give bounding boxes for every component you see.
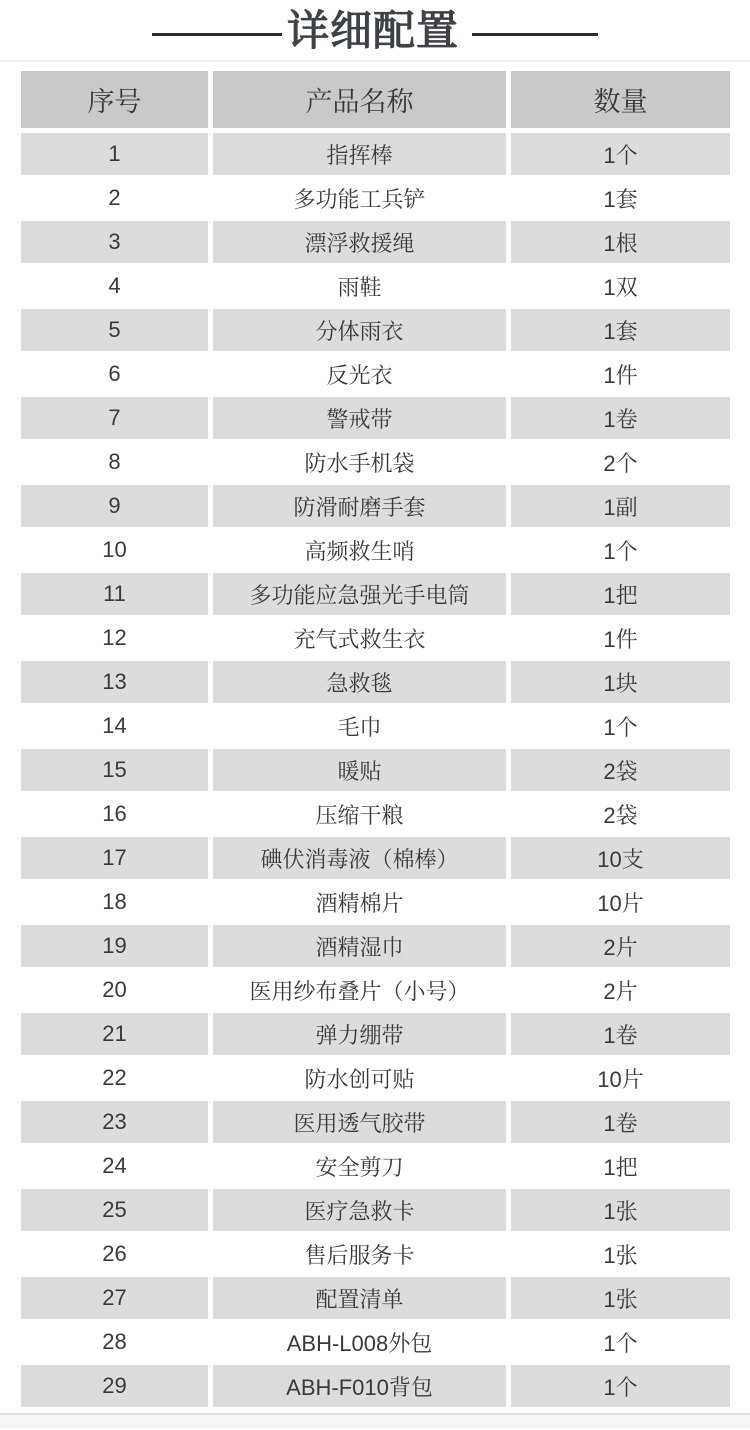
- table-row: [21, 309, 730, 351]
- table-header-row: [21, 71, 730, 128]
- cell-product-name: 急救毯: [213, 661, 506, 703]
- cell-index: 7: [21, 397, 208, 439]
- cell-quantity: 1套: [511, 177, 730, 219]
- cell-quantity: 1卷: [511, 1013, 730, 1055]
- cell-quantity: 1副: [511, 485, 730, 527]
- cell-product-name: 酒精棉片: [213, 881, 506, 923]
- cell-index: 19: [21, 925, 208, 967]
- table-row: [21, 221, 730, 263]
- cell-index: 22: [21, 1057, 208, 1099]
- table-row: [21, 1145, 730, 1187]
- cell-index: 2: [21, 177, 208, 219]
- cell-index: 23: [21, 1101, 208, 1143]
- page-title: 详细配置: [286, 7, 459, 54]
- table-row: [21, 353, 730, 395]
- cell-product-name: 充气式救生衣: [213, 617, 506, 659]
- footer-band: [0, 1413, 750, 1428]
- cell-index: 15: [21, 749, 208, 791]
- cell-index: 13: [21, 661, 208, 703]
- cell-quantity: 1把: [511, 573, 730, 615]
- cell-quantity: 1块: [511, 661, 730, 703]
- table-row: [21, 397, 730, 439]
- cell-index: 17: [21, 837, 208, 879]
- cell-index: 6: [21, 353, 208, 395]
- cell-quantity: 1套: [511, 309, 730, 351]
- cell-quantity: 1件: [511, 353, 730, 395]
- table-row: [21, 1013, 730, 1055]
- cell-product-name: 医疗急救卡: [213, 1189, 506, 1231]
- cell-product-name: 防滑耐磨手套: [213, 485, 506, 527]
- table-row: [21, 573, 730, 615]
- cell-product-name: ABH-L008外包: [213, 1321, 506, 1363]
- table-row: [21, 661, 730, 703]
- cell-product-name: 多功能应急强光手电筒: [213, 573, 506, 615]
- cell-quantity: 2袋: [511, 749, 730, 791]
- cell-quantity: 1个: [511, 1365, 730, 1407]
- table-row: [21, 485, 730, 527]
- cell-index: 8: [21, 441, 208, 483]
- cell-product-name: 售后服务卡: [213, 1233, 506, 1275]
- cell-index: 24: [21, 1145, 208, 1187]
- cell-index: 3: [21, 221, 208, 263]
- table-row: [21, 749, 730, 791]
- table-row: [21, 881, 730, 923]
- cell-quantity: 2片: [511, 925, 730, 967]
- cell-quantity: 2个: [511, 441, 730, 483]
- cell-quantity: 1卷: [511, 1101, 730, 1143]
- table-row: [21, 1233, 730, 1275]
- cell-product-name: 分体雨衣: [213, 309, 506, 351]
- table-row: [21, 1189, 730, 1231]
- title-rule-left-icon: [152, 33, 282, 36]
- table-row: [21, 529, 730, 571]
- cell-product-name: 雨鞋: [213, 265, 506, 307]
- cell-quantity: 10片: [511, 1057, 730, 1099]
- table-row: [21, 1365, 730, 1407]
- cell-index: 14: [21, 705, 208, 747]
- cell-quantity: 1张: [511, 1233, 730, 1275]
- header-cell-product: 产品名称: [213, 71, 506, 128]
- cell-quantity: 10支: [511, 837, 730, 879]
- cell-product-name: 警戒带: [213, 397, 506, 439]
- cell-product-name: 毛巾: [213, 705, 506, 747]
- table-row: [21, 617, 730, 659]
- cell-product-name: 反光衣: [213, 353, 506, 395]
- cell-quantity: 1张: [511, 1189, 730, 1231]
- cell-index: 12: [21, 617, 208, 659]
- cell-product-name: 指挥棒: [213, 133, 506, 175]
- cell-product-name: 医用透气胶带: [213, 1101, 506, 1143]
- table-row: [21, 925, 730, 967]
- table-row: [21, 705, 730, 747]
- cell-index: 18: [21, 881, 208, 923]
- cell-product-name: 医用纱布叠片（小号）: [213, 969, 506, 1011]
- cell-product-name: 暖贴: [213, 749, 506, 791]
- table-row: [21, 1057, 730, 1099]
- table-row: [21, 837, 730, 879]
- cell-product-name: 高频救生哨: [213, 529, 506, 571]
- table-row: [21, 265, 730, 307]
- cell-product-name: 漂浮救援绳: [213, 221, 506, 263]
- header-cell-quantity: 数量: [511, 71, 730, 128]
- cell-product-name: 配置清单: [213, 1277, 506, 1319]
- cell-product-name: 碘伏消毒液（棉棒）: [213, 837, 506, 879]
- cell-quantity: 1张: [511, 1277, 730, 1319]
- cell-product-name: 安全剪刀: [213, 1145, 506, 1187]
- cell-index: 5: [21, 309, 208, 351]
- cell-index: 16: [21, 793, 208, 835]
- table-body: [21, 133, 730, 1407]
- cell-index: 29: [21, 1365, 208, 1407]
- cell-product-name: 多功能工兵铲: [213, 177, 506, 219]
- cell-index: 10: [21, 529, 208, 571]
- cell-quantity: 1个: [511, 1321, 730, 1363]
- table-row: [21, 1101, 730, 1143]
- cell-quantity: 1个: [511, 133, 730, 175]
- cell-quantity: 1把: [511, 1145, 730, 1187]
- cell-index: 26: [21, 1233, 208, 1275]
- cell-product-name: 防水创可贴: [213, 1057, 506, 1099]
- cell-index: 28: [21, 1321, 208, 1363]
- cell-index: 4: [21, 265, 208, 307]
- cell-product-name: 弹力绷带: [213, 1013, 506, 1055]
- cell-index: 11: [21, 573, 208, 615]
- cell-product-name: 酒精湿巾: [213, 925, 506, 967]
- table-row: [21, 793, 730, 835]
- table-row: [21, 1321, 730, 1363]
- title-section: [0, 0, 750, 62]
- cell-quantity: 1根: [511, 221, 730, 263]
- cell-index: 1: [21, 133, 208, 175]
- title-rule-right-icon: [472, 33, 598, 36]
- config-table: [21, 71, 730, 1407]
- cell-product-name: 防水手机袋: [213, 441, 506, 483]
- table-row: [21, 969, 730, 1011]
- cell-index: 27: [21, 1277, 208, 1319]
- cell-quantity: 1个: [511, 705, 730, 747]
- table-row: [21, 441, 730, 483]
- cell-quantity: 1双: [511, 265, 730, 307]
- cell-index: 20: [21, 969, 208, 1011]
- table-row: [21, 177, 730, 219]
- cell-quantity: 1卷: [511, 397, 730, 439]
- cell-quantity: 10片: [511, 881, 730, 923]
- header-cell-index: 序号: [21, 71, 208, 128]
- cell-index: 25: [21, 1189, 208, 1231]
- cell-quantity: 2袋: [511, 793, 730, 835]
- cell-product-name: 压缩干粮: [213, 793, 506, 835]
- cell-index: 9: [21, 485, 208, 527]
- cell-index: 21: [21, 1013, 208, 1055]
- cell-product-name: ABH-F010背包: [213, 1365, 506, 1407]
- cell-quantity: 2片: [511, 969, 730, 1011]
- table-row: [21, 133, 730, 175]
- table-row: [21, 1277, 730, 1319]
- cell-quantity: 1件: [511, 617, 730, 659]
- cell-quantity: 1个: [511, 529, 730, 571]
